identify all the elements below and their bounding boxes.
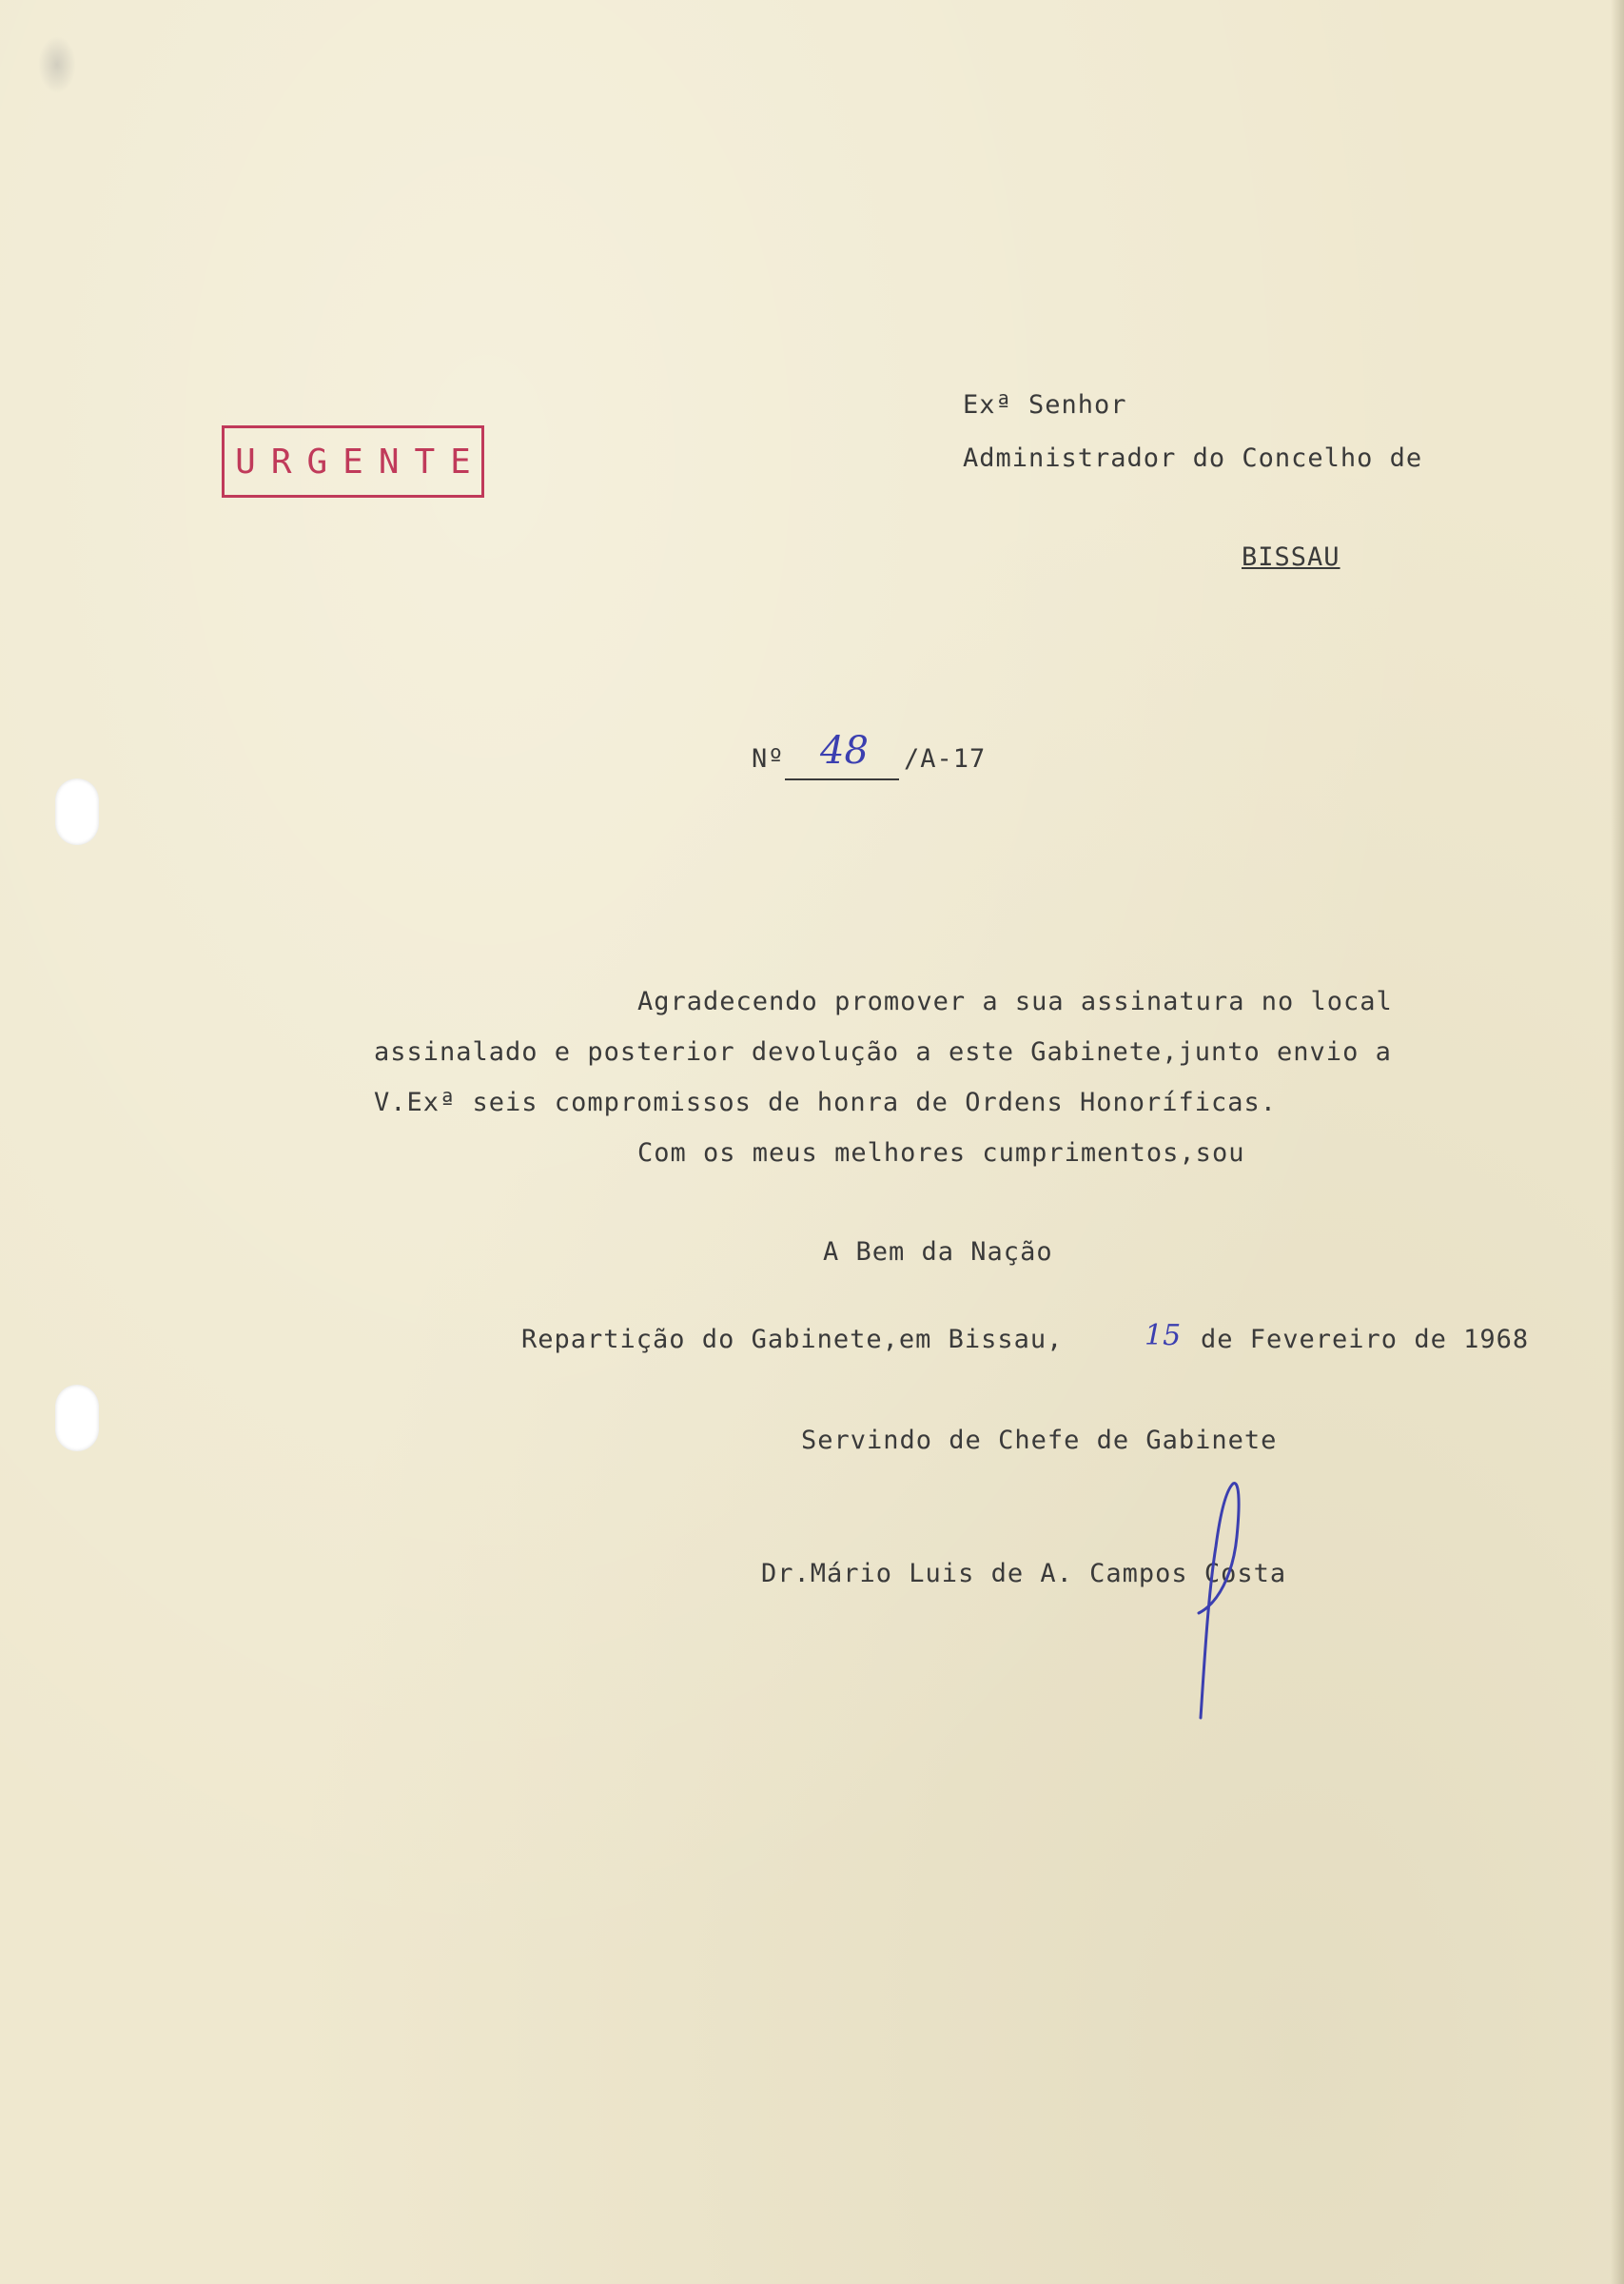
closing-motto: A Bem da Nação [823,1237,1053,1267]
reference-suffix: /A-17 [904,744,987,774]
closing-role: Servindo de Chefe de Gabinete [801,1426,1278,1455]
reference-handwritten-number: 48 [820,729,869,773]
addressee-title: Administrador do Concelho de [963,443,1423,473]
addressee-salutation: Exª Senhor [963,390,1127,420]
body-line-2: assinalado e posterior devolução a este Gabinete,junto envio a [374,1037,1392,1067]
closing-handwritten-day: 15 [1145,1319,1182,1352]
closing-signatory: Dr.Mário Luis de A. Campos Costa [761,1559,1287,1588]
reference-prefix: Nº [752,744,785,774]
reference-number-line [785,778,899,780]
body-line-1: Agradecendo promover a sua assinatura no local [637,987,1393,1016]
signature-stroke [1180,1480,1256,1727]
corner-smudge [38,36,76,93]
punch-hole-bottom [55,1385,99,1451]
body-line-3: V.Exª seis compromissos de honra de Ordens Honoríficas. [374,1088,1278,1117]
closing-place: Repartição do Gabinete,em Bissau, [521,1325,1064,1354]
addressee-city: BISSAU [1242,542,1340,572]
punch-hole-top [55,778,99,845]
page-edge-shadow [1611,0,1624,2284]
body-line-4: Com os meus melhores cumprimentos,sou [637,1138,1245,1168]
urgent-stamp-text: URGENTE [235,442,486,482]
urgent-stamp [222,425,484,498]
closing-date: de Fevereiro de 1968 [1201,1325,1530,1354]
